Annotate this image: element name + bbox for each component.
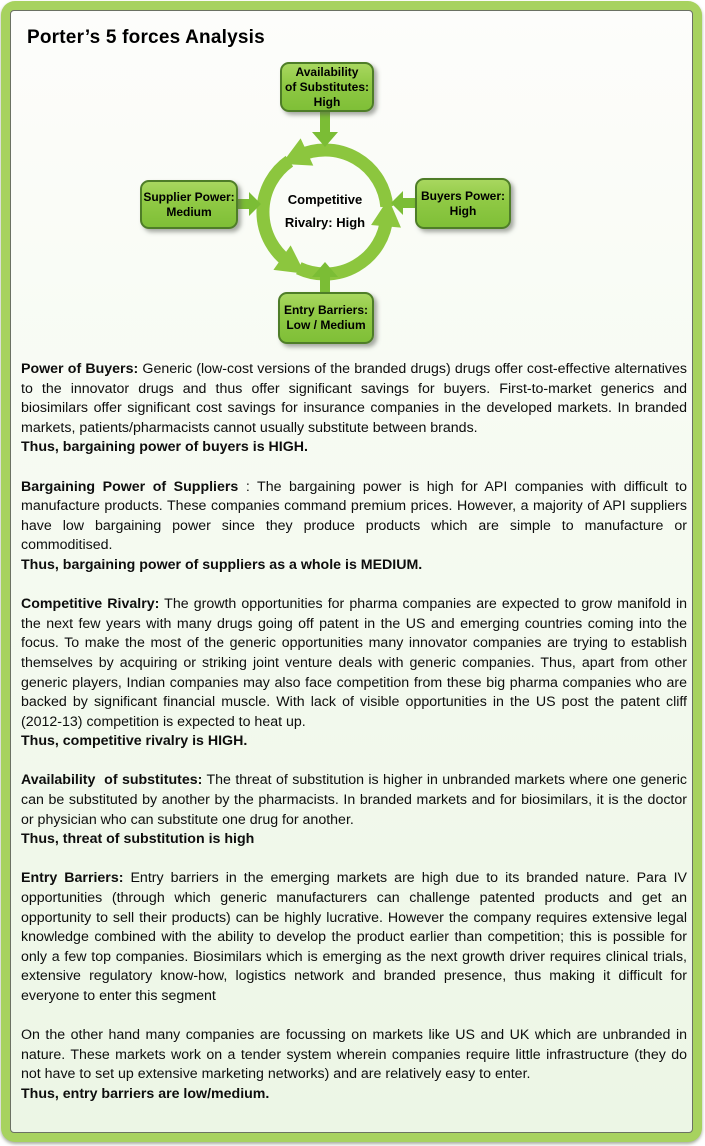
force-box-line: Low / Medium [286,318,366,332]
section-body: On the other hand many companies are focussing on markets like US and UK which are unbranded in nature. These markets work on a tender system wherein companies require little infrastructure (they do not have to set up extensive marketing networks) and are relatively easy to enter. [21,1027,687,1083]
page-title: Porter’s 5 forces Analysis [27,27,265,48]
section-paragraph [21,595,687,732]
section-body: : The bargaining power is high for API companies with difficult to manufacture products. These companies command premium prices. However, a majority of API suppliers have low bargaining power since they produce products which are simple to manufacture or commoditised. [21,478,687,554]
section-paragraph [21,360,687,438]
force-box-line: Buyers Power: [420,188,506,203]
section-conclusion: Thus, competitive rivalry is HIGH. [21,733,248,750]
section-body: The growth opportunities for pharma companies are expected to grow manifold in the next few years with many drugs going off patent in the US and emerging countries coming into the focus. To make the most of the generic opportunities many innovator companies are trying to establish themselves by acquiring or striking joint venture deals with generic companies. Thus, apart from other generic players, Indian companies may also face competition from these big pharma companies who are backed by significant financial muscle. With lack of visible opportunities in the US post the patent cliff (2012-13) competition is expected to heat up. [21,596,687,730]
force-box-line: Entry Barriers: [283,303,369,317]
section-lead: Bargaining Power of Suppliers [21,478,239,495]
section-conclusion: Thus, bargaining power of buyers is HIGH. [21,439,308,456]
arrow-down-icon [312,111,338,147]
force-box-line: High [449,203,477,218]
five-forces-diagram [11,11,693,359]
force-box-supplier-power [140,180,238,229]
analysis-text [21,360,687,1124]
competitive-rivalry-label [265,188,385,234]
arrow-up-icon [312,262,338,292]
page-frame [1,1,702,1142]
force-box-line: High [313,94,341,109]
section-entry-barriers-tender [21,1026,687,1104]
section-paragraph [21,869,687,1006]
section-paragraph [21,478,687,556]
section-lead: Power of Buyers: [21,361,139,377]
section-conclusion: Thus, entry barriers are low/medium. [21,1085,270,1102]
center-label-line: Rivalry: High [284,215,366,230]
force-box-line: Supplier Power: [143,189,235,204]
arrow-left-icon [391,191,415,215]
center-label-line: Competitive [287,192,363,207]
section-paragraph [21,771,687,830]
force-box-substitutes [280,62,374,112]
force-box-entry-barriers [278,292,374,344]
force-box-line: Medium [166,204,212,219]
section-conclusion: Thus, bargaining power of suppliers as a whole is MEDIUM. [21,556,423,573]
section-lead: Entry Barriers: [21,870,124,887]
section-power-of-buyers [21,360,687,458]
section-lead: Competitive Rivalry: [21,596,160,613]
page-content [10,10,693,1133]
section-entry-barriers [21,869,687,1006]
section-supplier-power [21,478,687,576]
section-body: Entry barriers in the emerging markets are high due to its branded nature. Para IV opportunities (through which generic manufacturers can challenge patented products and get an opportunity to sell their products) can be highly lucrative. However the company requires extensive legal knowledge combined with the ability to develop the product earlier than competition; this is possible for only a few top companies. Biosimilars which is emerging as the next growth driver requires clinical trials, extensive regulatory know-how, logistics network and branded presence, thus making it difficult for everyone to enter this segment [21,870,687,1004]
section-body: Generic (low-cost versions of the branded drugs) drugs offer cost-effective alternatives to the innovator drugs and thus offer significant savings for buyers. First-to-market generics and biosimilars offer significant cost savings for insurance companies in the developed markets. In branded markets, patients/pharmacists cannot usually substitute between brands. [21,361,687,436]
section-body: The threat of substitution is higher in unbranded markets where one generic can be substituted by another by the pharmacists. In branded markets and for biosimilars, it is the doctor or physician who can substitute one drug for another. [21,772,688,828]
section-conclusion: Thus, threat of substitution is high [21,831,255,848]
section-lead: Availability of substitutes: [21,772,203,789]
section-paragraph [21,1026,687,1085]
force-box-line: of Substitutes: [285,79,369,94]
force-box-buyers-power [415,178,511,229]
section-competitive-rivalry [21,595,687,752]
section-substitutes [21,771,687,849]
force-box-line: Availability [295,64,359,79]
